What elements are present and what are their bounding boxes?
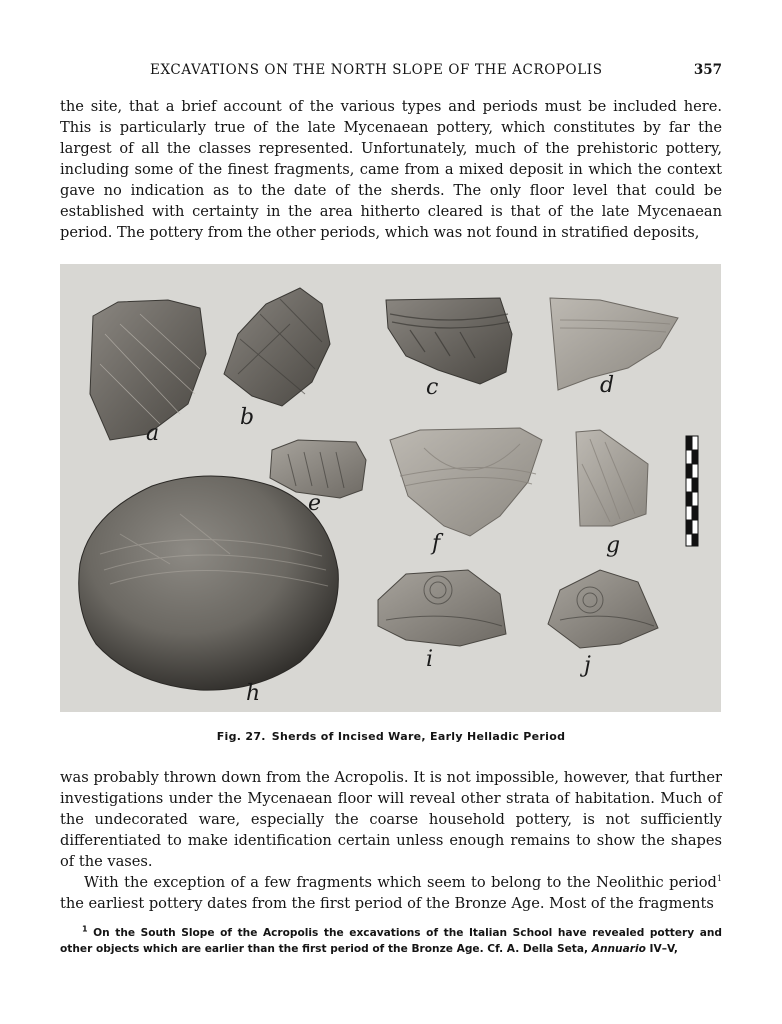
label-j: j: [584, 653, 591, 678]
body-text-top: [60, 96, 722, 243]
body-text-bottom: [60, 767, 722, 914]
label-i: i: [426, 647, 434, 672]
footnote-tail: IV–V,: [645, 943, 678, 955]
sherd-h: [79, 476, 339, 690]
label-g: g: [606, 533, 621, 558]
footnote-marker: 1: [82, 924, 88, 934]
label-f: f: [432, 531, 441, 556]
paragraph-start: With the exception of a few fragments which seem to belong to the Neolithic period: [84, 874, 717, 891]
footnote-journal: Annuario: [591, 943, 646, 955]
label-d: d: [600, 373, 615, 398]
paragraph: the site, that a brief account of the various types and periods must be included here. This is particularly true of the late Mycenaean pottery, which constitutes by far the largest of all the classes represented. Unfortunately, much of the prehistoric pottery, including some of the finest fragments, came from a mixed deposit in which the context gave no indication as to the date of the sherds. The only floor level that could be established with certainty in the area hitherto cleared is that of the late Mycenaean period. The pottery from the other periods, which was not found in stratified deposits,: [60, 98, 722, 241]
label-h: h: [246, 681, 261, 706]
paragraph: [60, 872, 722, 914]
paragraph: was probably thrown down from the Acropolis. It is not impossible, however, that further investigations under the Mycenaean floor will reveal other strata of habitation. Much of the undecorated ware, especially the coarse household pottery, is not sufficiently differentiated to make identification certain unless enough remains to show the shapes of the vases.: [60, 769, 722, 870]
label-a: a: [146, 421, 160, 446]
footnote: [60, 925, 722, 957]
paragraph-rest: the earliest pottery dates from the first period of the Bronze Age. Most of the fragments: [60, 895, 714, 912]
footnote-text: On the South Slope of the Acropolis the excavations of the Italian School have revealed pottery and other objects which are earlier than the first period of the Bronze Age. Cf. A. Della Seta,: [60, 927, 722, 955]
caption-text: Sherds of Incised Ware, Early Helladic Period: [271, 730, 566, 743]
footnote-ref: 1: [716, 874, 722, 884]
label-c: c: [426, 375, 439, 400]
label-e: e: [308, 491, 322, 516]
page-number: 357: [693, 62, 722, 78]
figure-number: Fig. 27.: [216, 730, 266, 743]
scale-bar: [686, 436, 698, 546]
running-title: EXCAVATIONS ON THE NORTH SLOPE OF THE ACROPOLIS: [150, 62, 603, 78]
figure-caption: [60, 730, 722, 743]
running-header: [60, 62, 722, 82]
label-b: b: [240, 405, 255, 430]
figure-photograph: [60, 264, 721, 712]
